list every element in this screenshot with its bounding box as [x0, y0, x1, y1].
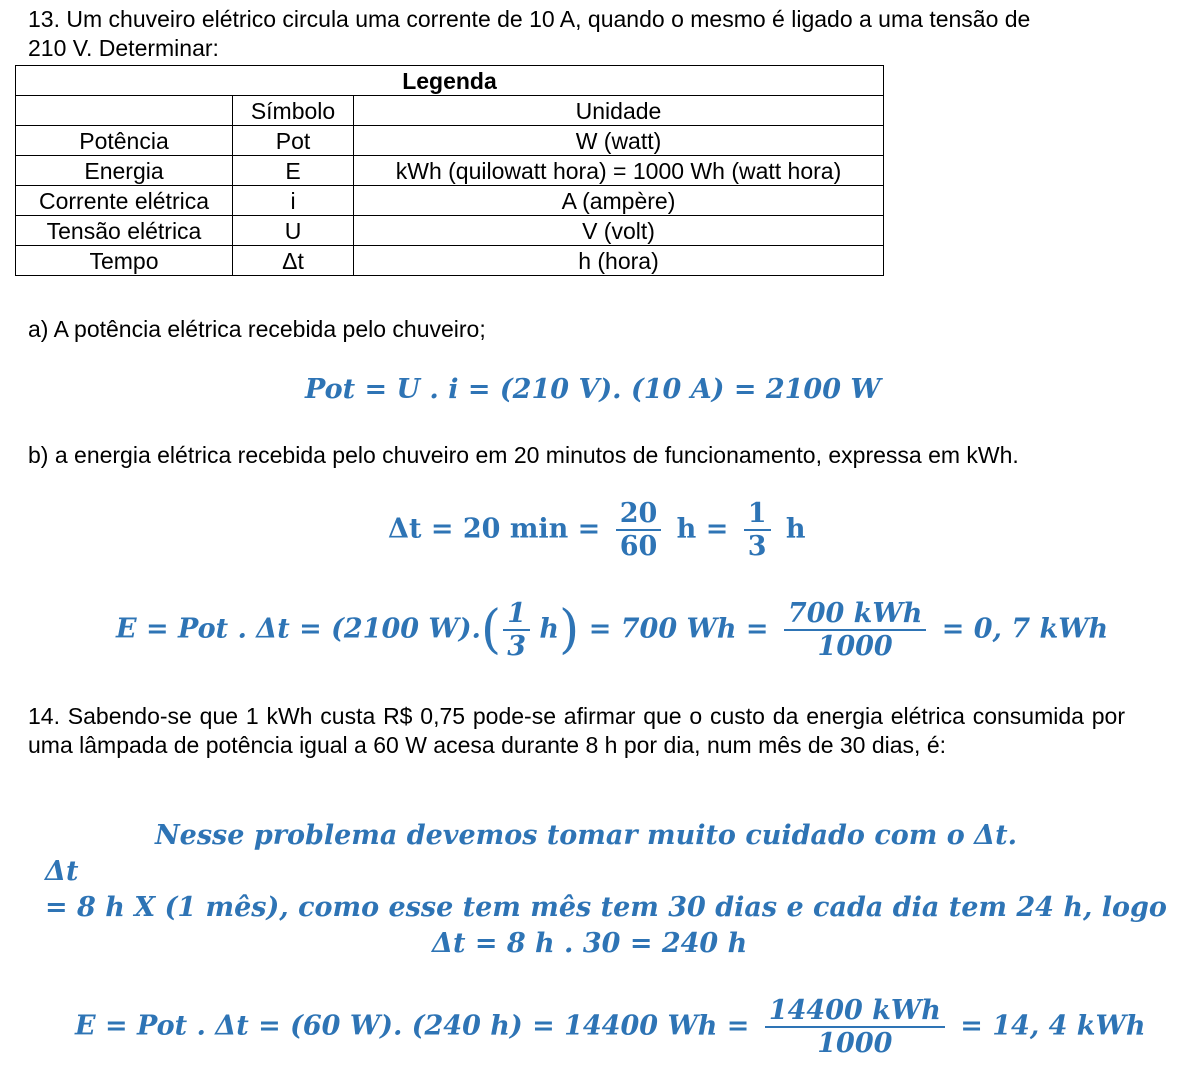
- legend-header-empty: [16, 96, 233, 126]
- legend-quantity: Corrente elétrica: [16, 186, 233, 216]
- part-a-question: a) A potência elétrica recebida pelo chuveiro;: [28, 316, 486, 342]
- q14-statement: 14. Sabendo-se que 1 kWh custa R$ 0,75 pode-se afirmar que o custo da energia elétrica consumida por uma lâmpada de potência igual a 60 W acesa durante 8 h por dia, num mês de 30 dias, é:: [28, 703, 1125, 758]
- paren-open: (: [480, 600, 502, 660]
- legend-symbol: Pot: [233, 126, 354, 156]
- fraction-numerator: 1: [507, 598, 527, 629]
- legend-symbol: Δt: [233, 246, 354, 276]
- legend-unit: A (ampère): [354, 186, 884, 216]
- fraction-denominator: 3: [503, 629, 530, 662]
- fraction-20-60: [616, 498, 662, 562]
- table-row: [16, 126, 884, 156]
- fraction-denominator: 1000: [784, 629, 926, 662]
- legend-symbol: U: [233, 216, 354, 246]
- fraction-numerator: 20: [619, 498, 658, 529]
- eq-final-end: = 14, 4 kWh: [950, 1010, 1146, 1042]
- q13-intro-line2: 210 V. Determinar:: [28, 35, 219, 61]
- eq-b1-end: h: [776, 513, 806, 545]
- fraction-14400kwh-1000: [765, 995, 945, 1059]
- eq-b2-lhs: E = Pot . Δt = (2100 W).: [116, 613, 481, 645]
- equation-delta-t: [388, 498, 806, 562]
- table-row: [16, 246, 884, 276]
- fraction-1-3: [744, 498, 771, 562]
- legend-header-symbol: Símbolo: [233, 96, 354, 126]
- eq-b2-mid: = 700 Wh =: [579, 613, 778, 645]
- legend-symbol: E: [233, 156, 354, 186]
- fraction-1-3: [503, 598, 530, 662]
- eq-b1-mid: h =: [667, 513, 738, 545]
- eq-b1-lhs: Δt = 20 min =: [388, 513, 610, 545]
- paren-close: ): [559, 600, 580, 660]
- legend-quantity: Tempo: [16, 246, 233, 276]
- eq-b2-end: = 0, 7 kWh: [932, 613, 1109, 645]
- equation-power: Pot = U . i = (210 V). (10 A) = 2100 W: [305, 374, 881, 405]
- q14-dt-line2: = 8 h X (1 mês), como esse tem mês tem 30 dias e cada dia tem 24 h, logo: [45, 892, 1167, 923]
- legend-unit: h (hora): [354, 246, 884, 276]
- fraction-numerator: 1: [747, 498, 767, 529]
- eq-final-lhs: E = Pot . Δt = (60 W). (240 h) = 14400 Wh =: [75, 1010, 759, 1042]
- part-b-question: b) a energia elétrica recebida pelo chuveiro em 20 minutos de funcionamento, expressa em kWh.: [28, 442, 1019, 468]
- q13-intro-line1: 13. Um chuveiro elétrico circula uma corrente de 10 A, quando o mesmo é ligado a uma tensão de: [28, 6, 1031, 32]
- table-row: [16, 156, 884, 186]
- fraction-numerator: 700 kWh: [787, 598, 923, 629]
- legend-unit: V (volt): [354, 216, 884, 246]
- legend-unit: kWh (quilowatt hora) = 1000 Wh (watt hora): [354, 156, 884, 186]
- q14-note: Nesse problema devemos tomar muito cuidado com o Δt.: [155, 820, 1017, 851]
- eq-b2-unit: h: [530, 613, 560, 645]
- legend-quantity: Energia: [16, 156, 233, 186]
- legend-header-unit: Unidade: [354, 96, 884, 126]
- equation-energy: [116, 598, 1108, 662]
- fraction-denominator: 1000: [765, 1026, 945, 1059]
- legend-symbol: i: [233, 186, 354, 216]
- equation-final-energy: [75, 995, 1145, 1059]
- q14-dt-line3: Δt = 8 h . 30 = 240 h: [432, 928, 748, 959]
- q14-dt-line1: Δt: [45, 856, 79, 887]
- fraction-numerator: 14400 kWh: [768, 995, 941, 1026]
- fraction-denominator: 60: [616, 529, 662, 562]
- legend-quantity: Tensão elétrica: [16, 216, 233, 246]
- legend-table: [15, 65, 884, 276]
- fraction-700kwh-1000: [784, 598, 926, 662]
- table-row: [16, 186, 884, 216]
- legend-title-row: [16, 66, 884, 96]
- legend-header-row: [16, 96, 884, 126]
- legend-quantity: Potência: [16, 126, 233, 156]
- legend-title: Legenda: [16, 66, 884, 96]
- fraction-denominator: 3: [744, 529, 771, 562]
- legend-unit: W (watt): [354, 126, 884, 156]
- table-row: [16, 216, 884, 246]
